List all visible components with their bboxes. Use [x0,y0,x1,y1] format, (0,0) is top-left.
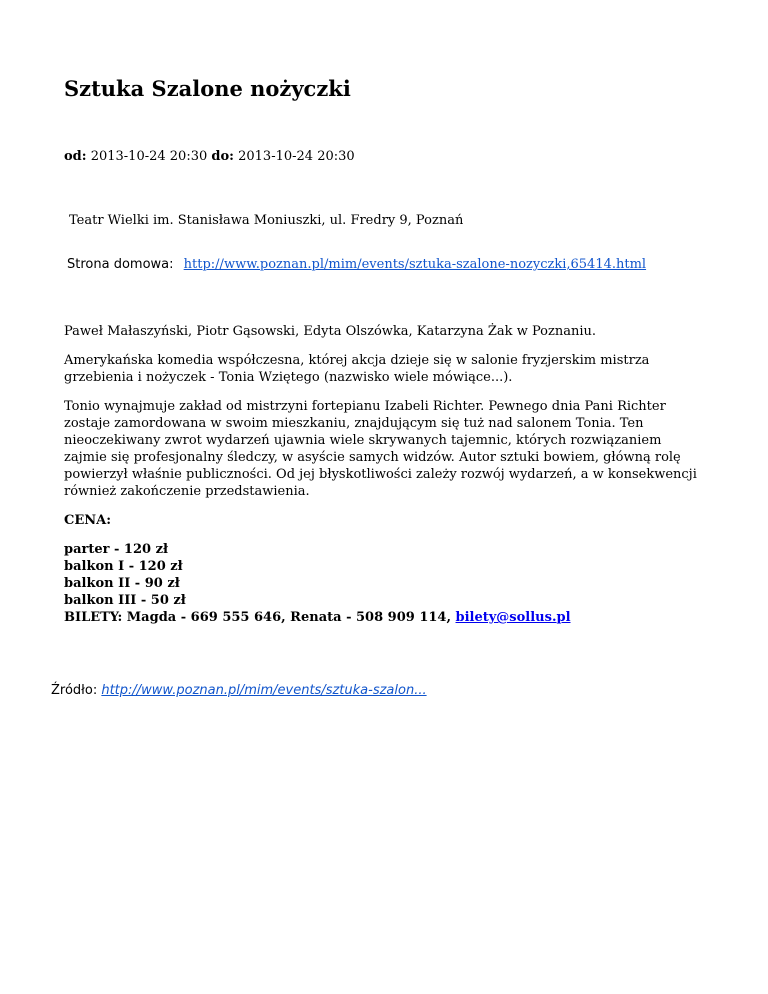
date-from-value: 2013-10-24 20:30 [90,149,208,164]
price-item-balkon-3: balkon III - 50 zł [64,593,186,608]
price-item-parter: parter - 120 zł [64,542,168,557]
tickets-line [64,609,704,626]
date-to-label: do: [211,149,234,164]
price-item-balkon-1: balkon I - 120 zł [64,559,183,574]
price-list [64,541,704,626]
homepage-link[interactable]: http://www.poznan.pl/mim/events/sztuka-szalone-nozyczki,65414.html [183,257,647,272]
tickets-text: BILETY: Magda - 669 555 646, Renata - 508 909 114, [64,610,456,625]
homepage-label: Strona domowa: [67,257,174,272]
source-label: Źródło: [51,683,98,698]
event-description [64,323,704,626]
price-heading: CENA: [64,513,112,528]
date-to-value: 2013-10-24 20:30 [238,149,355,164]
tickets-email-link[interactable]: bilety@sollus.pl [455,610,571,625]
price-item-balkon-2: balkon II - 90 zł [64,576,180,591]
venue-address: Teatr Wielki im. Stanisława Moniuszki, ul. Fredry 9, Poznań [69,213,464,228]
page-title: Sztuka Szalone nożyczki [64,76,351,101]
source-row [51,683,427,698]
paragraph-summary: Amerykańska komedia współczesna, której akcja dzieje się w salonie fryzjerskim mistrza grzebienia i nożyczek - Tonia Wziętego (nazwisko wiele mówiące...). [64,353,650,385]
homepage-row [67,257,646,272]
event-dates [64,149,355,164]
date-from-label: od: [64,149,87,164]
paragraph-cast: Paweł Małaszyński, Piotr Gąsowski, Edyta Olszówka, Katarzyna Żak w Poznaniu. [64,324,597,339]
source-link[interactable]: http://www.poznan.pl/mim/events/sztuka-szalon... [101,683,427,698]
paragraph-plot: Tonio wynajmuje zakład od mistrzyni fortepianu Izabeli Richter. Pewnego dnia Pani Richter zostaje zamordowana w swoim mieszkaniu, znajdującym się tuż nad salonem Tonia. Ten nieoczekiwany zwrot wydarzeń ujawnia wiele skrywanych tajemnic, których rozwiązaniem zajmie się profesjonalny śledczy, w asyście samych widzów. Autor sztuki bowiem, główną rolę powierzył właśnie publiczności. Od jej błyskotliwości zależy rozwój wydarzeń, a w konsekwencji również zakończenie przedstawienia. [64,399,697,499]
